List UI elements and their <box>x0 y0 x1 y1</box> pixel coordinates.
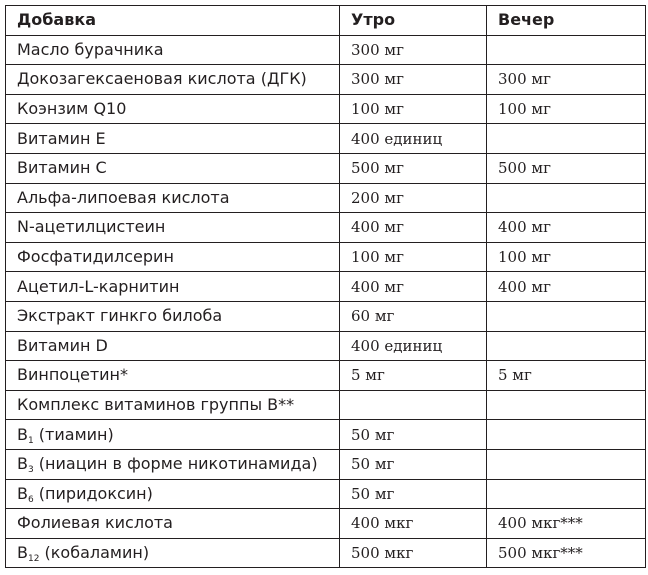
header-supplement: Добавка <box>6 6 340 36</box>
morning-dose: 500 мг <box>340 153 487 183</box>
evening-dose <box>487 420 646 450</box>
supplement-name: Докозагексаеновая кислота (ДГК) <box>6 65 340 95</box>
table-row <box>6 94 646 124</box>
evening-dose: 300 мг <box>487 65 646 95</box>
evening-dose <box>487 331 646 361</box>
evening-dose <box>487 183 646 213</box>
vitamin-subscript: 3 <box>27 465 34 476</box>
morning-dose: 400 единиц <box>340 331 487 361</box>
supplement-name <box>6 479 340 509</box>
vitamin-description: (пиридоксин) <box>33 483 153 503</box>
table-row <box>6 153 646 183</box>
table-row <box>6 213 646 243</box>
evening-dose: 400 мг <box>487 272 646 302</box>
evening-dose <box>487 301 646 331</box>
morning-dose: 100 мг <box>340 242 487 272</box>
table-row <box>6 183 646 213</box>
morning-dose: 400 мг <box>340 272 487 302</box>
morning-dose: 50 мг <box>340 479 487 509</box>
header-evening: Вечер <box>487 6 646 36</box>
morning-dose: 60 мг <box>340 301 487 331</box>
supplement-name: Витамин C <box>6 153 340 183</box>
vitamin-subscript: 6 <box>27 494 34 505</box>
morning-dose: 400 единиц <box>340 124 487 154</box>
evening-dose <box>487 35 646 65</box>
supplement-name: Комплекс витаминов группы B** <box>6 390 340 420</box>
table-row <box>6 449 646 479</box>
evening-dose <box>487 479 646 509</box>
supplement-name: Витамин E <box>6 124 340 154</box>
vitamin-subscript: 12 <box>27 553 40 564</box>
supplement-table-container <box>5 5 645 568</box>
table-row <box>6 331 646 361</box>
vitamin-subscript: 1 <box>27 435 34 446</box>
supplement-name: Фолиевая кислота <box>6 509 340 539</box>
table-row <box>6 479 646 509</box>
table-row <box>6 390 646 420</box>
table-row <box>6 35 646 65</box>
supplement-name: Коэнзим Q10 <box>6 94 340 124</box>
evening-dose: 500 мкг*** <box>487 538 646 568</box>
morning-dose: 300 мг <box>340 35 487 65</box>
vitamin-description: (ниацин в форме никотинамида) <box>33 454 318 474</box>
supplement-name: Масло бурачника <box>6 35 340 65</box>
vitamin-description: (тиамин) <box>33 424 114 444</box>
header-morning: Утро <box>340 6 487 36</box>
evening-dose: 5 мг <box>487 361 646 391</box>
morning-dose: 100 мг <box>340 94 487 124</box>
vitamin-letter: B <box>17 454 28 474</box>
table-row <box>6 420 646 450</box>
evening-dose <box>487 390 646 420</box>
supplement-name: Экстракт гинкго билоба <box>6 301 340 331</box>
evening-dose: 500 мг <box>487 153 646 183</box>
evening-dose: 100 мг <box>487 94 646 124</box>
vitamin-letter: B <box>17 542 28 562</box>
morning-dose: 200 мг <box>340 183 487 213</box>
table-row <box>6 538 646 568</box>
table-row <box>6 65 646 95</box>
evening-dose: 400 мг <box>487 213 646 243</box>
supplement-name: Ацетил-L-карнитин <box>6 272 340 302</box>
morning-dose: 400 мг <box>340 213 487 243</box>
table-row <box>6 242 646 272</box>
vitamin-description: (кобаламин) <box>39 542 150 562</box>
supplement-name: Фосфатидилсерин <box>6 242 340 272</box>
table-header-row <box>6 6 646 36</box>
supplement-name <box>6 538 340 568</box>
evening-dose: 400 мкг*** <box>487 509 646 539</box>
morning-dose: 400 мкг <box>340 509 487 539</box>
evening-dose <box>487 124 646 154</box>
morning-dose: 300 мг <box>340 65 487 95</box>
morning-dose: 50 мг <box>340 420 487 450</box>
morning-dose: 50 мг <box>340 449 487 479</box>
table-row <box>6 272 646 302</box>
table-row <box>6 509 646 539</box>
supplement-name: Витамин D <box>6 331 340 361</box>
morning-dose: 5 мг <box>340 361 487 391</box>
supplement-name: N-ацетилцистеин <box>6 213 340 243</box>
vitamin-letter: B <box>17 483 28 503</box>
vitamin-letter: B <box>17 424 28 444</box>
supplement-name <box>6 449 340 479</box>
supplement-table <box>5 5 646 568</box>
table-row <box>6 301 646 331</box>
table-row <box>6 361 646 391</box>
supplement-name: Винпоцетин* <box>6 361 340 391</box>
table-row <box>6 124 646 154</box>
evening-dose: 100 мг <box>487 242 646 272</box>
morning-dose: 500 мкг <box>340 538 487 568</box>
supplement-name <box>6 420 340 450</box>
morning-dose <box>340 390 487 420</box>
supplement-name: Альфа-липоевая кислота <box>6 183 340 213</box>
evening-dose <box>487 449 646 479</box>
